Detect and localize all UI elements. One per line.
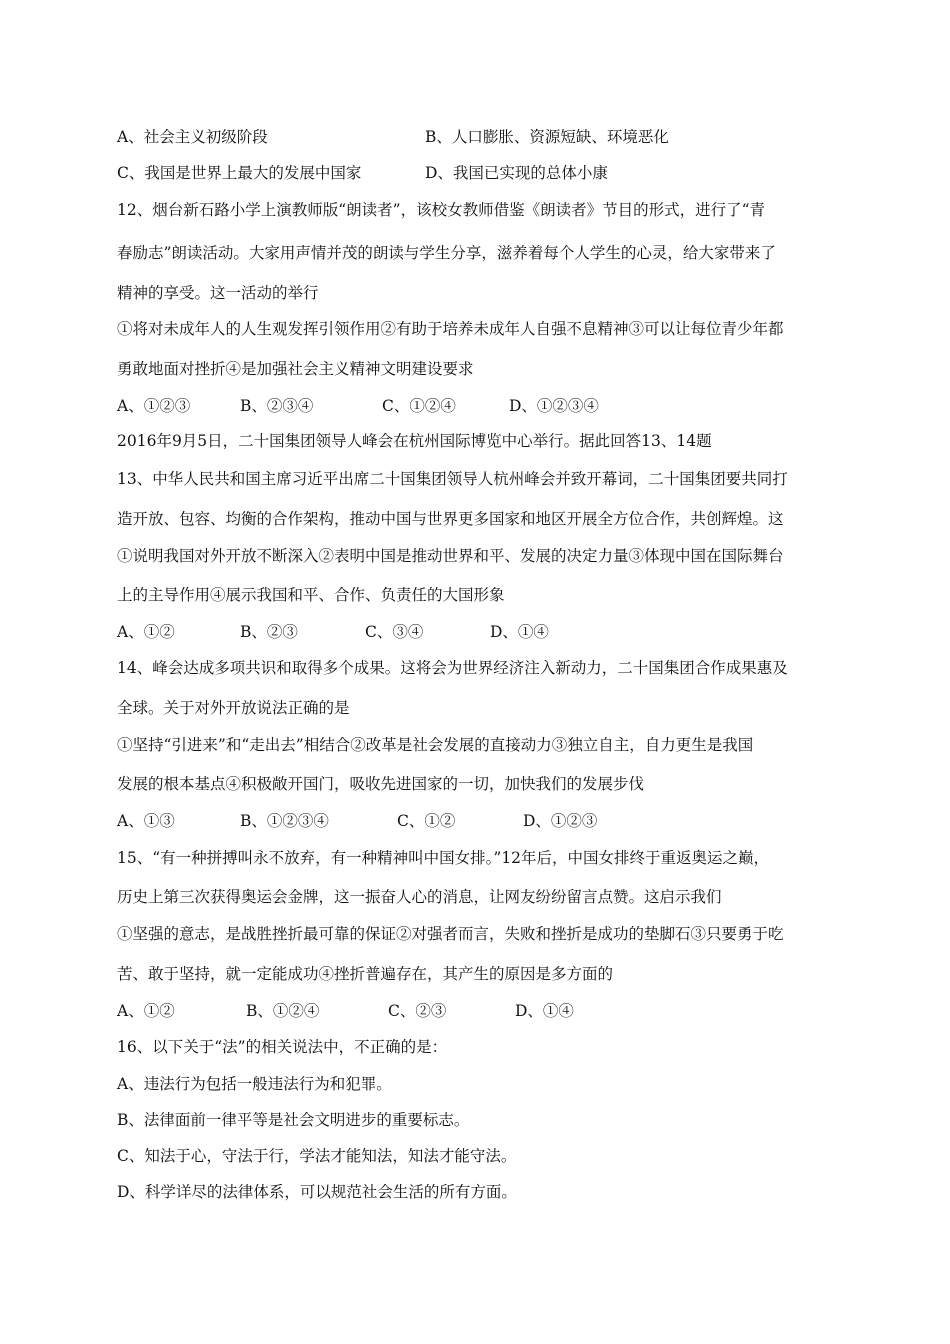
q13-stem-line: 造开放、包容、均衡的合作架构，推动中国与世界更多国家和地区开展全方位合作，共创辉煌。这 [117,510,784,528]
q13-option-c: C、③④ [365,623,424,641]
q14-statement-line: 发展的根本基点④积极敞开国门，吸收先进国家的一切，加快我们的发展步伐 [117,775,645,793]
q15-statement-line: 苦、敢于坚持，就一定能成功④挫折普遍存在，其产生的原因是多方面的 [117,965,614,983]
q16-option-b: B、法律面前一律平等是社会文明进步的重要标志。 [117,1111,470,1129]
q14-statement-line: ①坚持“引进来”和“走出去”相结合②改革是社会发展的直接动力③独立自主，自力更生是我国 [117,736,754,754]
q13-stem-line: 13、中华人民共和国主席习近平出席二十国集团领导人杭州峰会并致开幕词，二十国集团要共同打 [117,470,788,488]
q15-option-d: D、①④ [515,1002,574,1020]
q15-stem-line: 历史上第三次获得奥运会金牌，这一振奋人心的消息，让网友纷纷留言点赞。这启示我们 [117,888,722,906]
q13-option-d: D、①④ [490,623,549,641]
q16-stem: 16、以下关于“法”的相关说法中，不正确的是： [117,1038,448,1056]
q15-stem-line: 15、“有一种拼搏叫永不放弃，有一种精神叫中国女排。”12年后，中国女排终于重返奥运之巅， [117,849,770,867]
q12-option-c: C、①②④ [382,397,456,415]
q14-stem-line: 14、峰会达成多项共识和取得多个成果。这将会为世界经济注入新动力，二十国集团合作成果惠及 [117,659,788,677]
q11-option-d: D、我国已实现的总体小康 [425,164,608,182]
q14-option-a: A、①③ [117,812,175,830]
q13-option-a: A、①② [117,623,175,641]
q14-option-d: D、①②③ [523,812,598,830]
q16-option-c: C、知法于心，守法于行，学法才能知法，知法才能守法。 [117,1147,517,1165]
q11-option-c: C、我国是世界上最大的发展中国家 [117,164,362,182]
q12-option-a: A、①②③ [117,397,191,415]
q15-statement-line: ①坚强的意志，是战胜挫折最可靠的保证②对强者而言，失败和挫折是成功的垫脚石③只要勇于吃 [117,925,784,943]
q12-option-d: D、①②③④ [509,397,599,415]
q12-statement-line: ①将对未成年人的人生观发挥引领作用②有助于培养未成年人自强不息精神③可以让每位青少年都 [117,320,784,338]
q12-option-b: B、②③④ [240,397,314,415]
q13-statement-line: 上的主导作用④展示我国和平、合作、负责任的大国形象 [117,586,505,604]
q14-stem-line: 全球。关于对外开放说法正确的是 [117,699,350,717]
q13-statement-line: ①说明我国对外开放不断深入②表明中国是推动世界和平、发展的决定力量③体现中国在国际舞台 [117,547,784,565]
q11-option-b: B、人口膨胀、资源短缺、环境恶化 [425,128,669,146]
q11-option-a: A、社会主义初级阶段 [117,128,268,146]
q12-stem-line: 春励志”朗读活动。大家用声情并茂的朗读与学生分享，滋养着每个人学生的心灵，给大家带来了 [117,244,776,262]
q15-option-b: B、①②④ [246,1002,320,1020]
q15-option-c: C、②③ [388,1002,447,1020]
q12-stem-line: 精神的享受。这一活动的举行 [117,284,319,302]
q16-option-a: A、违法行为包括一般违法行为和犯罪。 [117,1075,392,1093]
q14-option-c: C、①② [397,812,456,830]
q13-option-b: B、②③ [240,623,298,641]
q15-option-a: A、①② [117,1002,175,1020]
q16-option-d: D、科学详尽的法律体系，可以规范社会生活的所有方面。 [117,1183,517,1201]
section-intro: 2016年9月5日，二十国集团领导人峰会在杭州国际博览中心举行。据此回答13、14题 [117,432,712,450]
q14-option-b: B、①②③④ [240,812,329,830]
q12-stem-line: 12、烟台新石路小学上演教师版“朗读者”，该校女教师借鉴《朗读者》节目的形式，进行了“青 [117,201,765,219]
q12-statement-line: 勇敢地面对挫折④是加强社会主义精神文明建设要求 [117,360,474,378]
